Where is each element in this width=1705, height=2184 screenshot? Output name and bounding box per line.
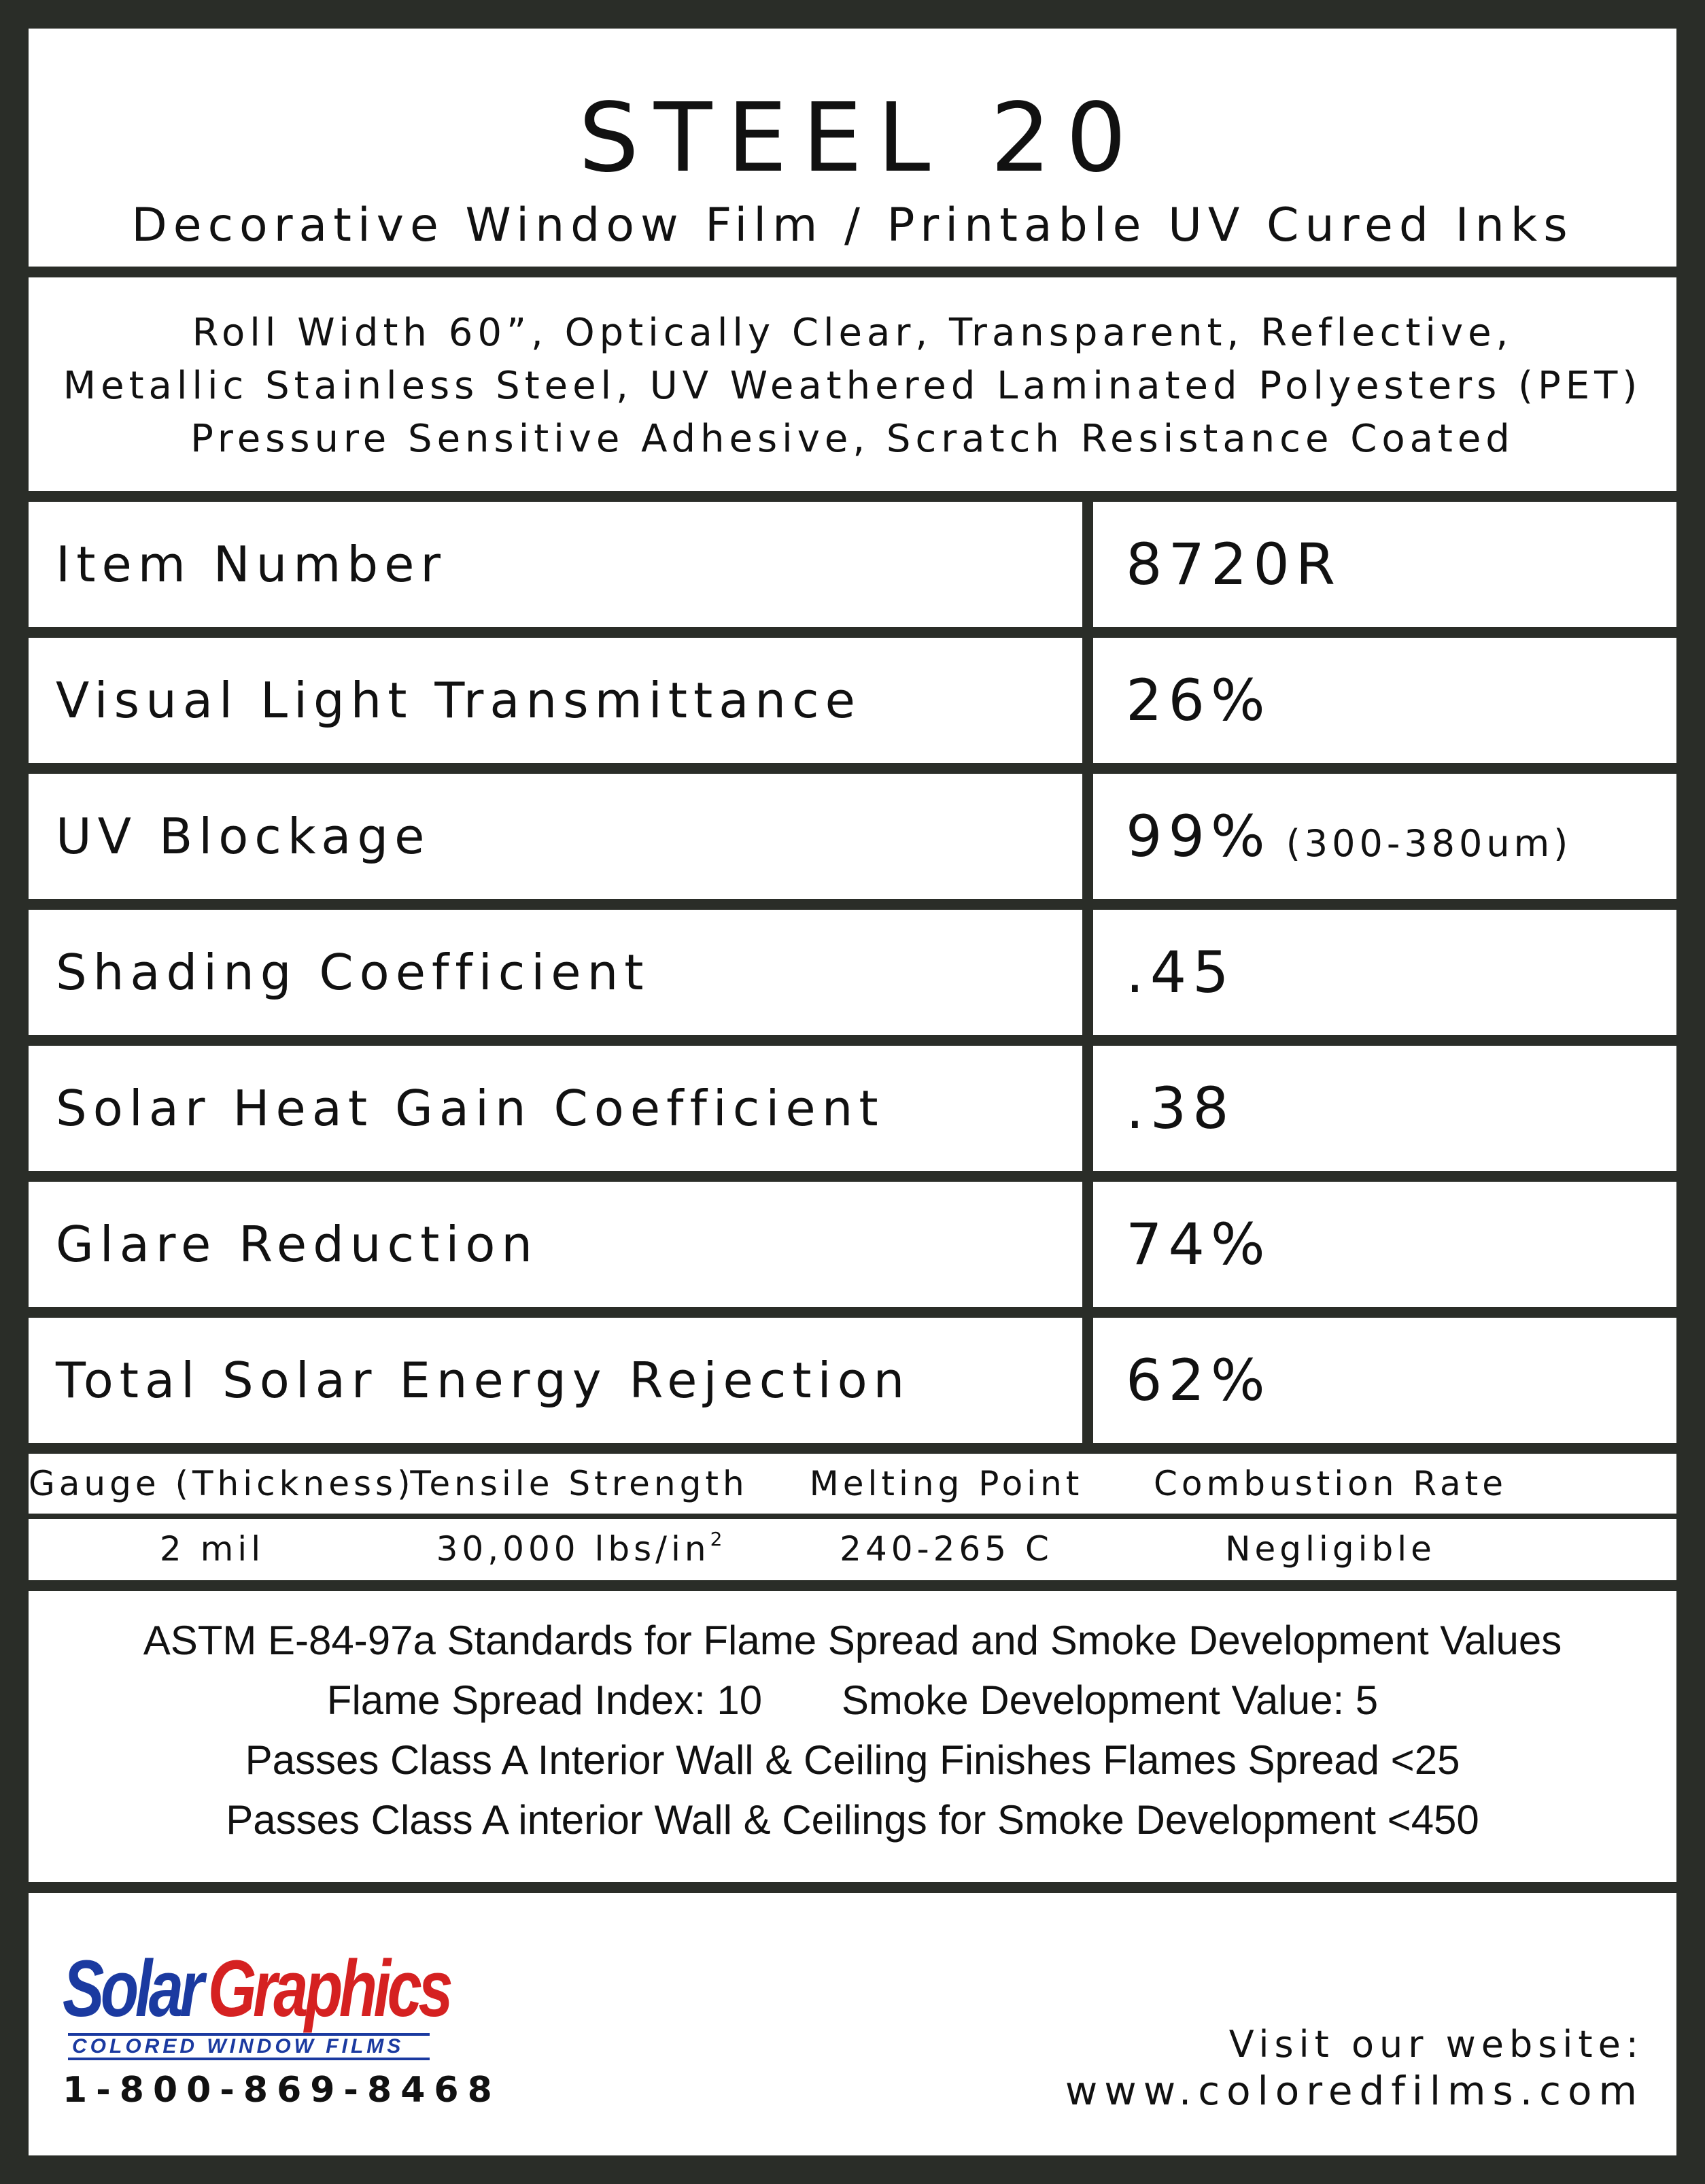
spec-value bbox=[1126, 1211, 1271, 1278]
spec-label-cell bbox=[29, 1318, 1082, 1443]
footer-panel bbox=[29, 1893, 1676, 2155]
spec-label: Item Number bbox=[56, 536, 447, 593]
spec-value-text: .45 bbox=[1126, 939, 1235, 1006]
gauge-value: 2 mil bbox=[159, 1529, 265, 1569]
properties-table bbox=[29, 1454, 1676, 1580]
spec-value bbox=[1126, 667, 1271, 734]
brand-tagline: COLORED WINDOW FILMS bbox=[68, 2033, 430, 2060]
tensile-value-text: 30,000 lbs/in bbox=[436, 1529, 710, 1569]
spec-value-text: 8720R bbox=[1126, 531, 1342, 598]
gauge-header: Gauge (Thickness) bbox=[29, 1464, 415, 1503]
spec-label: UV Blockage bbox=[56, 808, 431, 865]
spec-value bbox=[1126, 1347, 1271, 1414]
spec-label-cell bbox=[29, 638, 1082, 763]
spec-value-note: (300-380um) bbox=[1286, 822, 1572, 865]
spec-value-cell bbox=[1093, 1046, 1676, 1171]
spec-value-text: 99% bbox=[1126, 803, 1271, 870]
spec-value-cell bbox=[1093, 774, 1676, 899]
spec-label: Glare Reduction bbox=[56, 1216, 539, 1273]
standards-line: Flame Spread Index: 10 Smoke Development Value: 5 bbox=[326, 1677, 1379, 1723]
spec-label-cell bbox=[29, 1046, 1082, 1171]
phone-number: 1-800-869-8468 bbox=[63, 2070, 501, 2111]
visit-label: Visit our website: bbox=[1228, 2023, 1644, 2066]
website-block bbox=[1065, 2022, 1644, 2115]
spec-label-cell bbox=[29, 1182, 1082, 1307]
website-link[interactable]: www.coloredfilms.com bbox=[1065, 2068, 1644, 2114]
spec-value-text: 74% bbox=[1126, 1211, 1271, 1278]
spec-label-cell bbox=[29, 774, 1082, 899]
melting-value: 240-265 C bbox=[840, 1529, 1053, 1569]
spec-value bbox=[1126, 803, 1572, 870]
spec-value-cell bbox=[1093, 910, 1676, 1035]
spec-value-cell bbox=[1093, 1182, 1676, 1307]
tensile-header: Tensile Strength bbox=[410, 1464, 748, 1503]
spec-value-text: 26% bbox=[1126, 667, 1271, 734]
product-title: STEEL 20 bbox=[579, 83, 1141, 194]
tensile-value bbox=[396, 1519, 763, 1579]
properties-header-row bbox=[29, 1454, 1676, 1514]
properties-value-row bbox=[29, 1519, 1676, 1579]
tensile-superscript: 2 bbox=[710, 1528, 723, 1550]
brand-name bbox=[63, 1945, 449, 2033]
spec-label-cell bbox=[29, 502, 1082, 627]
product-subtitle: Decorative Window Film / Printable UV Cured Inks bbox=[131, 199, 1574, 252]
description-line: Pressure Sensitive Adhesive, Scratch Resistance Coated bbox=[190, 417, 1515, 461]
spec-value-cell bbox=[1093, 638, 1676, 763]
combustion-value: Negligible bbox=[1225, 1529, 1436, 1569]
spec-label: Visual Light Transmittance bbox=[56, 672, 861, 729]
melting-header: Melting Point bbox=[809, 1464, 1084, 1503]
spec-value-cell bbox=[1093, 1318, 1676, 1443]
standards-line: Passes Class A Interior Wall & Ceiling Finishes Flames Spread <25 bbox=[245, 1737, 1460, 1783]
spec-label-cell bbox=[29, 910, 1082, 1035]
standards-line: ASTM E-84-97a Standards for Flame Spread and Smoke Development Values bbox=[143, 1618, 1562, 1663]
spec-value bbox=[1126, 939, 1235, 1006]
brand-word-solar: Solar bbox=[63, 1944, 201, 2034]
description-line: Metallic Stainless Steel, UV Weathered Laminated Polyesters (PET) bbox=[63, 364, 1642, 408]
standards-line: Passes Class A interior Wall & Ceilings for Smoke Development <450 bbox=[226, 1797, 1479, 1843]
description-line: Roll Width 60”, Optically Clear, Transparent, Reflective, bbox=[192, 311, 1513, 355]
solar-graphics-logo bbox=[63, 1944, 501, 2111]
spec-value-cell bbox=[1093, 502, 1676, 627]
spec-label: Solar Heat Gain Coefficient bbox=[56, 1080, 884, 1137]
row-divider bbox=[29, 1514, 1676, 1519]
spec-value-text: 62% bbox=[1126, 1347, 1271, 1414]
spec-value bbox=[1126, 531, 1341, 598]
spec-label: Total Solar Energy Rejection bbox=[56, 1352, 911, 1409]
description-panel bbox=[29, 277, 1676, 491]
combustion-header: Combustion Rate bbox=[1153, 1464, 1507, 1503]
spec-label: Shading Coefficient bbox=[56, 944, 650, 1001]
spec-value bbox=[1126, 1075, 1235, 1142]
spec-value-text: .38 bbox=[1126, 1075, 1235, 1142]
header-panel bbox=[29, 29, 1676, 267]
brand-word-graphics: Graphics bbox=[207, 1944, 450, 2034]
standards-panel bbox=[29, 1591, 1676, 1882]
